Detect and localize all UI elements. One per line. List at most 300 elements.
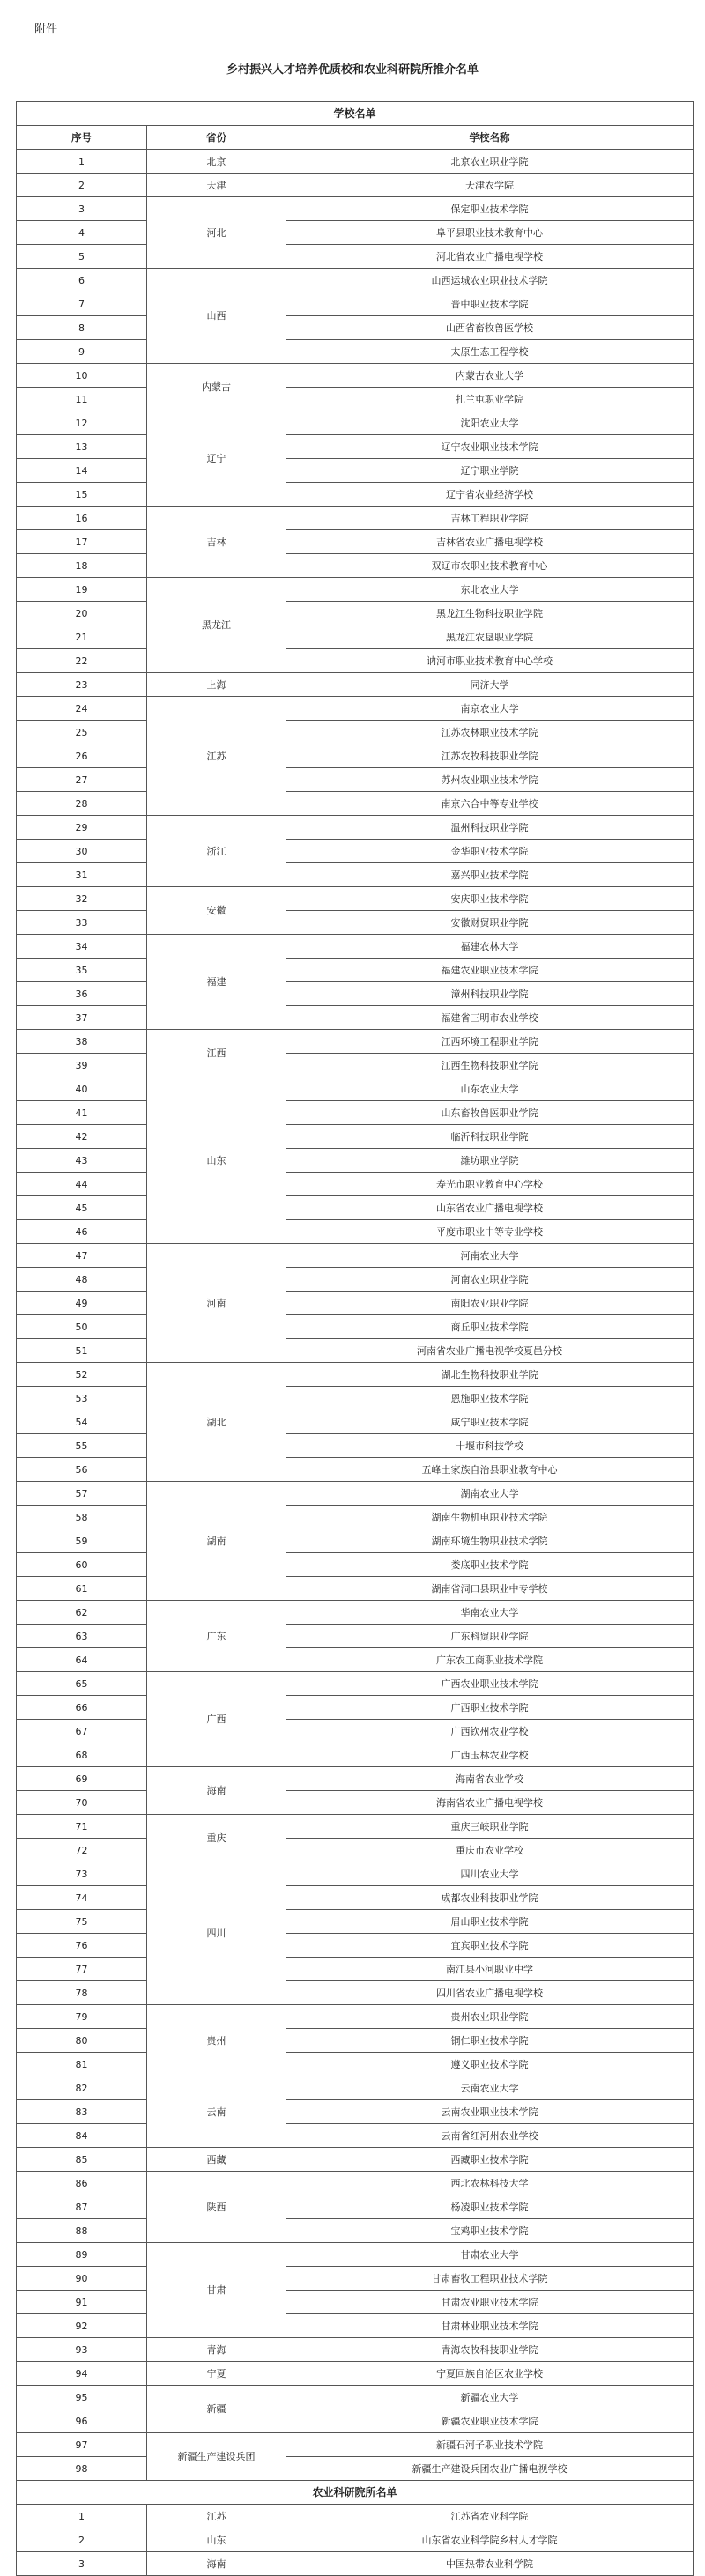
table-row <box>17 364 694 388</box>
table-row <box>17 1458 694 1482</box>
institution-name: 湖南生物机电职业技术学院 <box>286 1506 694 1529</box>
institution-name: 河南农业大学 <box>286 1244 694 1268</box>
institution-name: 十堰市科技学校 <box>286 1434 694 1458</box>
institution-name: 福建省三明市农业学校 <box>286 1006 694 1030</box>
province-cell: 海南 <box>147 2552 286 2576</box>
row-number: 3 <box>17 197 147 221</box>
table-row <box>17 2505 694 2528</box>
row-number: 71 <box>17 1815 147 1839</box>
table-row <box>17 1030 694 1054</box>
row-number: 86 <box>17 2172 147 2195</box>
institution-name: 同济大学 <box>286 673 694 697</box>
table-row <box>17 602 694 625</box>
table-row <box>17 1482 694 1506</box>
institution-name: 南京六合中等专业学校 <box>286 792 694 816</box>
section-title-schools: 学校名单 <box>17 102 694 126</box>
row-number: 78 <box>17 1981 147 2005</box>
institution-name: 保定职业技术学院 <box>286 197 694 221</box>
table-row <box>17 221 694 245</box>
province-cell: 江苏 <box>147 2505 286 2528</box>
row-number: 20 <box>17 602 147 625</box>
row-number: 35 <box>17 959 147 982</box>
table-row <box>17 2528 694 2552</box>
column-header-no: 序号 <box>17 126 147 150</box>
institution-name: 广西农业职业技术学院 <box>286 1672 694 1696</box>
institution-name: 海南省农业学校 <box>286 1767 694 1791</box>
institution-name: 黑龙江生物科技职业学院 <box>286 602 694 625</box>
column-header-name: 学校名称 <box>286 126 694 150</box>
table-row <box>17 1173 694 1196</box>
table-row <box>17 269 694 292</box>
table-row <box>17 1339 694 1363</box>
row-number: 18 <box>17 554 147 578</box>
row-number: 65 <box>17 1672 147 1696</box>
institution-name: 甘肃农业大学 <box>286 2243 694 2267</box>
institution-name: 潍坊职业学院 <box>286 1149 694 1173</box>
row-number: 5 <box>17 245 147 269</box>
row-number: 97 <box>17 2433 147 2457</box>
row-number: 88 <box>17 2219 147 2243</box>
table-row <box>17 1220 694 1244</box>
row-number: 1 <box>17 150 147 174</box>
table-row <box>17 1696 694 1720</box>
institution-name: 山东省农业广播电视学校 <box>286 1196 694 1220</box>
institution-name: 宝鸡职业技术学院 <box>286 2219 694 2243</box>
province-cell: 山东 <box>147 2528 286 2552</box>
table-row <box>17 1054 694 1077</box>
row-number: 23 <box>17 673 147 697</box>
table-row <box>17 1149 694 1173</box>
province-cell: 山东 <box>147 1077 286 1244</box>
institution-name: 广西职业技术学院 <box>286 1696 694 1720</box>
row-number: 69 <box>17 1767 147 1791</box>
province-cell: 安徽 <box>147 887 286 935</box>
table-row <box>17 673 694 697</box>
institution-name: 云南农业职业技术学院 <box>286 2100 694 2124</box>
table-row <box>17 1387 694 1410</box>
institution-name: 山东农业大学 <box>286 1077 694 1101</box>
institution-name: 南京农业大学 <box>286 697 694 721</box>
section-title-schools-row <box>17 102 694 126</box>
table-row <box>17 2076 694 2100</box>
row-number: 95 <box>17 2386 147 2409</box>
table-row <box>17 1815 694 1839</box>
institution-name: 眉山职业技术学院 <box>286 1910 694 1934</box>
row-number: 61 <box>17 1577 147 1601</box>
table-row <box>17 2172 694 2195</box>
table-row <box>17 2362 694 2386</box>
institution-name: 江苏农林职业技术学院 <box>286 721 694 744</box>
row-number: 3 <box>17 2552 147 2576</box>
row-number: 13 <box>17 435 147 459</box>
institution-name: 重庆三峡职业学院 <box>286 1815 694 1839</box>
row-number: 30 <box>17 840 147 863</box>
table-row <box>17 935 694 959</box>
table-row <box>17 292 694 316</box>
institution-name: 金华职业技术学院 <box>286 840 694 863</box>
table-row <box>17 1101 694 1125</box>
table-row <box>17 2100 694 2124</box>
table-row <box>17 2195 694 2219</box>
institution-name: 江苏省农业科学院 <box>286 2505 694 2528</box>
province-cell: 云南 <box>147 2076 286 2148</box>
province-cell: 河北 <box>147 197 286 269</box>
row-number: 29 <box>17 816 147 840</box>
institution-name: 江西生物科技职业学院 <box>286 1054 694 1077</box>
institution-name: 苏州农业职业技术学院 <box>286 768 694 792</box>
row-number: 4 <box>17 221 147 245</box>
row-number: 80 <box>17 2029 147 2053</box>
row-number: 54 <box>17 1410 147 1434</box>
table-row <box>17 483 694 507</box>
table-row <box>17 459 694 483</box>
table-row <box>17 1434 694 1458</box>
table-row <box>17 959 694 982</box>
table-row <box>17 1625 694 1648</box>
table-row <box>17 2148 694 2172</box>
institution-name: 贵州农业职业学院 <box>286 2005 694 2029</box>
row-number: 68 <box>17 1743 147 1767</box>
row-number: 24 <box>17 697 147 721</box>
row-number: 14 <box>17 459 147 483</box>
institution-name: 平度市职业中等专业学校 <box>286 1220 694 1244</box>
province-cell: 天津 <box>147 174 286 197</box>
institution-name: 山西运城农业职业技术学院 <box>286 269 694 292</box>
institution-name: 湖南省洞口县职业中专学校 <box>286 1577 694 1601</box>
row-number: 16 <box>17 507 147 530</box>
institution-name: 四川农业大学 <box>286 1862 694 1886</box>
institution-name: 江苏农牧科技职业学院 <box>286 744 694 768</box>
attachment-label: 附件 <box>34 23 58 36</box>
row-number: 87 <box>17 2195 147 2219</box>
province-cell: 四川 <box>147 1862 286 2005</box>
province-cell: 广东 <box>147 1601 286 1672</box>
table-row <box>17 2433 694 2457</box>
table-row <box>17 1720 694 1743</box>
row-number: 45 <box>17 1196 147 1220</box>
row-number: 38 <box>17 1030 147 1054</box>
row-number: 81 <box>17 2053 147 2076</box>
table-row <box>17 197 694 221</box>
table-row <box>17 1743 694 1767</box>
row-number: 53 <box>17 1387 147 1410</box>
row-number: 79 <box>17 2005 147 2029</box>
table-row <box>17 982 694 1006</box>
province-cell: 吉林 <box>147 507 286 578</box>
table-row <box>17 2267 694 2291</box>
row-number: 40 <box>17 1077 147 1101</box>
table-row <box>17 1648 694 1672</box>
table-row <box>17 1958 694 1981</box>
section-title-institutes: 农业科研院所名单 <box>17 2481 694 2505</box>
row-number: 32 <box>17 887 147 911</box>
table-row <box>17 1839 694 1862</box>
province-cell: 西藏 <box>147 2148 286 2172</box>
province-cell: 福建 <box>147 935 286 1030</box>
institution-name: 商丘职业技术学院 <box>286 1315 694 1339</box>
table-row <box>17 1672 694 1696</box>
table-row <box>17 1981 694 2005</box>
institution-name: 中国热带农业科学院 <box>286 2552 694 2576</box>
province-cell: 新疆 <box>147 2386 286 2433</box>
row-number: 83 <box>17 2100 147 2124</box>
table-row <box>17 863 694 887</box>
row-number: 56 <box>17 1458 147 1482</box>
institution-name: 甘肃畜牧工程职业技术学院 <box>286 2267 694 2291</box>
institution-name: 甘肃林业职业技术学院 <box>286 2314 694 2338</box>
table-row <box>17 2409 694 2433</box>
province-cell: 陕西 <box>147 2172 286 2243</box>
province-cell: 贵州 <box>147 2005 286 2076</box>
province-cell: 湖北 <box>147 1363 286 1482</box>
institution-name: 临沂科技职业学院 <box>286 1125 694 1149</box>
row-number: 43 <box>17 1149 147 1173</box>
table-row <box>17 1601 694 1625</box>
row-number: 34 <box>17 935 147 959</box>
institution-name: 杨凌职业技术学院 <box>286 2195 694 2219</box>
row-number: 59 <box>17 1529 147 1553</box>
province-cell: 上海 <box>147 673 286 697</box>
institution-name: 嘉兴职业技术学院 <box>286 863 694 887</box>
row-number: 7 <box>17 292 147 316</box>
institution-name: 安徽财贸职业学院 <box>286 911 694 935</box>
institution-name: 吉林工程职业学院 <box>286 507 694 530</box>
row-number: 37 <box>17 1006 147 1030</box>
table-row <box>17 507 694 530</box>
table-row <box>17 1862 694 1886</box>
row-number: 15 <box>17 483 147 507</box>
table-row <box>17 316 694 340</box>
institution-name: 宁夏回族自治区农业学校 <box>286 2362 694 2386</box>
institution-name: 福建农林大学 <box>286 935 694 959</box>
table-row <box>17 1529 694 1553</box>
institution-name: 辽宁省农业经济学校 <box>286 483 694 507</box>
row-number: 46 <box>17 1220 147 1244</box>
row-number: 39 <box>17 1054 147 1077</box>
row-number: 10 <box>17 364 147 388</box>
row-number: 66 <box>17 1696 147 1720</box>
table-row <box>17 2029 694 2053</box>
institution-name: 华南农业大学 <box>286 1601 694 1625</box>
institution-name: 广西钦州农业学校 <box>286 1720 694 1743</box>
institution-name: 天津农学院 <box>286 174 694 197</box>
institution-name: 铜仁职业技术学院 <box>286 2029 694 2053</box>
table-row <box>17 649 694 673</box>
table-row <box>17 1934 694 1958</box>
institution-name: 四川省农业广播电视学校 <box>286 1981 694 2005</box>
table-row <box>17 1196 694 1220</box>
row-number: 41 <box>17 1101 147 1125</box>
table-row <box>17 530 694 554</box>
table-row <box>17 2243 694 2267</box>
row-number: 64 <box>17 1648 147 1672</box>
institution-name: 新疆生产建设兵团农业广播电视学校 <box>286 2457 694 2481</box>
table-row <box>17 2219 694 2243</box>
institution-name: 东北农业大学 <box>286 578 694 602</box>
institution-name: 海南省农业广播电视学校 <box>286 1791 694 1815</box>
row-number: 85 <box>17 2148 147 2172</box>
institution-name: 成都农业科技职业学院 <box>286 1886 694 1910</box>
province-cell: 河南 <box>147 1244 286 1363</box>
institution-name: 遵义职业技术学院 <box>286 2053 694 2076</box>
province-cell: 海南 <box>147 1767 286 1815</box>
institution-name: 西藏职业技术学院 <box>286 2148 694 2172</box>
institution-name: 阜平县职业技术教育中心 <box>286 221 694 245</box>
institution-name: 辽宁职业学院 <box>286 459 694 483</box>
province-cell: 山西 <box>147 269 286 364</box>
table-row <box>17 1910 694 1934</box>
table-row <box>17 578 694 602</box>
institution-name: 河南农业职业学院 <box>286 1268 694 1292</box>
document-title: 乡村振兴人才培养优质校和农业科研院所推介名单 <box>226 63 479 77</box>
row-number: 22 <box>17 649 147 673</box>
table-row <box>17 887 694 911</box>
row-number: 70 <box>17 1791 147 1815</box>
table-row <box>17 388 694 411</box>
table-row <box>17 1410 694 1434</box>
row-number: 48 <box>17 1268 147 1292</box>
table-row <box>17 1077 694 1101</box>
table-row <box>17 2386 694 2409</box>
table-row <box>17 1363 694 1387</box>
institution-name: 娄底职业技术学院 <box>286 1553 694 1577</box>
province-cell: 辽宁 <box>147 411 286 507</box>
province-cell: 重庆 <box>147 1815 286 1862</box>
institution-name: 湖南农业大学 <box>286 1482 694 1506</box>
row-number: 98 <box>17 2457 147 2481</box>
table-row <box>17 174 694 197</box>
institution-name: 辽宁农业职业技术学院 <box>286 435 694 459</box>
row-number: 9 <box>17 340 147 364</box>
column-header-row <box>17 126 694 150</box>
institution-name: 晋中职业技术学院 <box>286 292 694 316</box>
table-row <box>17 1791 694 1815</box>
table-row <box>17 816 694 840</box>
table-row <box>17 2314 694 2338</box>
row-number: 60 <box>17 1553 147 1577</box>
table-row <box>17 1244 694 1268</box>
row-number: 31 <box>17 863 147 887</box>
institution-name: 温州科技职业学院 <box>286 816 694 840</box>
table-row <box>17 1292 694 1315</box>
table-row <box>17 768 694 792</box>
row-number: 92 <box>17 2314 147 2338</box>
row-number: 96 <box>17 2409 147 2433</box>
row-number: 49 <box>17 1292 147 1315</box>
institution-name: 寿光市职业教育中心学校 <box>286 1173 694 1196</box>
institution-name: 山东省农业科学院乡村人才学院 <box>286 2528 694 2552</box>
institution-name: 咸宁职业技术学院 <box>286 1410 694 1434</box>
table-row <box>17 1006 694 1030</box>
institution-name: 青海农牧科技职业学院 <box>286 2338 694 2362</box>
table-row <box>17 744 694 768</box>
institution-name: 南江县小河职业中学 <box>286 1958 694 1981</box>
row-number: 21 <box>17 625 147 649</box>
institution-name: 新疆农业大学 <box>286 2386 694 2409</box>
table-row <box>17 554 694 578</box>
row-number: 27 <box>17 768 147 792</box>
institution-name: 恩施职业技术学院 <box>286 1387 694 1410</box>
recommendation-table <box>16 101 694 2576</box>
institution-name: 太原生态工程学校 <box>286 340 694 364</box>
table-row <box>17 150 694 174</box>
institution-name: 安庆职业技术学院 <box>286 887 694 911</box>
institution-name: 山西省畜牧兽医学校 <box>286 316 694 340</box>
table-row <box>17 2457 694 2481</box>
row-number: 2 <box>17 2528 147 2552</box>
institution-name: 山东畜牧兽医职业学院 <box>286 1101 694 1125</box>
institution-name: 新疆农业职业技术学院 <box>286 2409 694 2433</box>
row-number: 19 <box>17 578 147 602</box>
province-cell: 宁夏 <box>147 2362 286 2386</box>
row-number: 25 <box>17 721 147 744</box>
row-number: 26 <box>17 744 147 768</box>
province-cell: 甘肃 <box>147 2243 286 2338</box>
row-number: 82 <box>17 2076 147 2100</box>
table-row <box>17 1125 694 1149</box>
row-number: 63 <box>17 1625 147 1648</box>
table-row <box>17 2552 694 2576</box>
province-cell: 黑龙江 <box>147 578 286 673</box>
table-row <box>17 1506 694 1529</box>
table-row <box>17 1886 694 1910</box>
row-number: 57 <box>17 1482 147 1506</box>
institution-name: 讷河市职业技术教育中心学校 <box>286 649 694 673</box>
institution-name: 吉林省农业广播电视学校 <box>286 530 694 554</box>
table-row <box>17 2291 694 2314</box>
table-row <box>17 840 694 863</box>
table-row <box>17 1553 694 1577</box>
row-number: 8 <box>17 316 147 340</box>
row-number: 52 <box>17 1363 147 1387</box>
row-number: 77 <box>17 1958 147 1981</box>
table-row <box>17 2124 694 2148</box>
row-number: 6 <box>17 269 147 292</box>
table-row <box>17 2053 694 2076</box>
institution-name: 河北省农业广播电视学校 <box>286 245 694 269</box>
institution-name: 五峰土家族自治县职业教育中心 <box>286 1458 694 1482</box>
province-cell: 浙江 <box>147 816 286 887</box>
province-cell: 江苏 <box>147 697 286 816</box>
institution-name: 南阳农业职业学院 <box>286 1292 694 1315</box>
institution-name: 宜宾职业技术学院 <box>286 1934 694 1958</box>
row-number: 91 <box>17 2291 147 2314</box>
row-number: 62 <box>17 1601 147 1625</box>
institution-name: 河南省农业广播电视学校夏邑分校 <box>286 1339 694 1363</box>
table-row <box>17 792 694 816</box>
institution-name: 沈阳农业大学 <box>286 411 694 435</box>
province-cell: 湖南 <box>147 1482 286 1601</box>
row-number: 11 <box>17 388 147 411</box>
row-number: 84 <box>17 2124 147 2148</box>
row-number: 89 <box>17 2243 147 2267</box>
institution-name: 扎兰屯职业学院 <box>286 388 694 411</box>
row-number: 33 <box>17 911 147 935</box>
row-number: 2 <box>17 174 147 197</box>
table-row <box>17 1577 694 1601</box>
row-number: 73 <box>17 1862 147 1886</box>
row-number: 72 <box>17 1839 147 1862</box>
row-number: 93 <box>17 2338 147 2362</box>
table-row <box>17 411 694 435</box>
table-row <box>17 2338 694 2362</box>
province-cell: 青海 <box>147 2338 286 2362</box>
table-row <box>17 697 694 721</box>
institution-name: 甘肃农业职业技术学院 <box>286 2291 694 2314</box>
row-number: 58 <box>17 1506 147 1529</box>
row-number: 75 <box>17 1910 147 1934</box>
table-row <box>17 911 694 935</box>
